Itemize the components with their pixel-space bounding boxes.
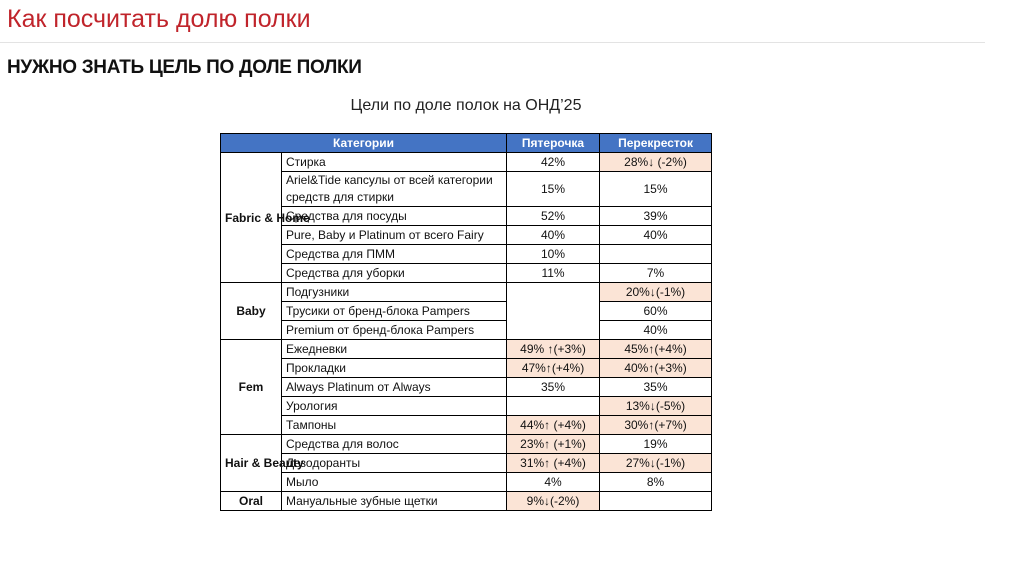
table-row bbox=[221, 416, 712, 435]
perekrestok-value: 60% bbox=[600, 302, 712, 321]
table-row bbox=[221, 378, 712, 397]
perekrestok-value: 40%↑(+3%) bbox=[600, 359, 712, 378]
table-row bbox=[221, 283, 712, 302]
group-fabric-home: Fabric & Home bbox=[221, 153, 282, 283]
perekrestok-value: 19% bbox=[600, 435, 712, 454]
perekrestok-value: 30%↑(+7%) bbox=[600, 416, 712, 435]
subcategory-cell: Always Platinum от Always bbox=[282, 378, 507, 397]
subcategory-cell: Тампоны bbox=[282, 416, 507, 435]
subcategory-cell: Premium от бренд-блока Pampers bbox=[282, 321, 507, 340]
perekrestok-value: 8% bbox=[600, 473, 712, 492]
perekrestok-value: 27%↓(-1%) bbox=[600, 454, 712, 473]
subcategory-cell: Прокладки bbox=[282, 359, 507, 378]
pyaterochka-value: 35% bbox=[507, 378, 600, 397]
table-row bbox=[221, 321, 712, 340]
subcategory-cell: Средства для уборки bbox=[282, 264, 507, 283]
pyaterochka-value: 23%↑ (+1%) bbox=[507, 435, 600, 454]
title-divider bbox=[0, 42, 985, 43]
group-baby: Baby bbox=[221, 283, 282, 340]
subcategory-cell: Средства для посуды bbox=[282, 207, 507, 226]
table-row bbox=[221, 264, 712, 283]
group-hair-beauty: Hair & Beauty bbox=[221, 435, 282, 492]
subcategory-cell: Ежедневки bbox=[282, 340, 507, 359]
perekrestok-value: 40% bbox=[600, 226, 712, 245]
subcategory-cell: Подгузники bbox=[282, 283, 507, 302]
pyaterochka-value: 49% ↑(+3%) bbox=[507, 340, 600, 359]
perekrestok-value: 13%↓(-5%) bbox=[600, 397, 712, 416]
pyaterochka-value: 44%↑ (+4%) bbox=[507, 416, 600, 435]
group-oral: Oral bbox=[221, 492, 282, 511]
table-row bbox=[221, 397, 712, 416]
pyaterochka-value: 47%↑(+4%) bbox=[507, 359, 600, 378]
pyaterochka-value: 15% bbox=[507, 172, 600, 207]
pyaterochka-value: 9%↓(-2%) bbox=[507, 492, 600, 511]
table-row bbox=[221, 492, 712, 511]
table-row bbox=[221, 172, 712, 207]
pyaterochka-value: 42% bbox=[507, 153, 600, 172]
pyaterochka-value: 52% bbox=[507, 207, 600, 226]
perekrestok-value bbox=[600, 245, 712, 264]
perekrestok-value: 45%↑(+4%) bbox=[600, 340, 712, 359]
pyaterochka-value: 40% bbox=[507, 226, 600, 245]
perekrestok-value: 15% bbox=[600, 172, 712, 207]
header-category: Категории bbox=[221, 134, 507, 153]
subcategory-cell: Урология bbox=[282, 397, 507, 416]
table-row bbox=[221, 340, 712, 359]
table-row bbox=[221, 226, 712, 245]
pyaterochka-value: 11% bbox=[507, 264, 600, 283]
page-title: Как посчитать долю полки bbox=[7, 5, 311, 33]
subcategory-cell: Стирка bbox=[282, 153, 507, 172]
table-row bbox=[221, 454, 712, 473]
perekrestok-value: 28%↓ (-2%) bbox=[600, 153, 712, 172]
subcategory-cell: Средства для волос bbox=[282, 435, 507, 454]
subcategory-cell: Pure, Baby и Platinum от всего Fairy bbox=[282, 226, 507, 245]
table-row bbox=[221, 435, 712, 454]
perekrestok-value: 7% bbox=[600, 264, 712, 283]
table-row bbox=[221, 302, 712, 321]
pyaterochka-value bbox=[507, 397, 600, 416]
table-row bbox=[221, 245, 712, 264]
subcategory-cell: Дезодоранты bbox=[282, 454, 507, 473]
perekrestok-value bbox=[600, 492, 712, 511]
pyaterochka-value: 4% bbox=[507, 473, 600, 492]
shelf-share-table bbox=[220, 133, 712, 511]
header-perekrestok: Перекресток bbox=[600, 134, 712, 153]
subcategory-cell: Мануальные зубные щетки bbox=[282, 492, 507, 511]
pyaterochka-value-empty bbox=[507, 283, 600, 340]
perekrestok-value: 39% bbox=[600, 207, 712, 226]
table-header-row bbox=[221, 134, 712, 153]
pyaterochka-value: 10% bbox=[507, 245, 600, 264]
subcategory-cell: Ariel&Tide капсулы от всей категории средств для стирки bbox=[282, 172, 507, 207]
table-row bbox=[221, 473, 712, 492]
subcategory-cell: Средства для ПММ bbox=[282, 245, 507, 264]
subcategory-cell: Трусики от бренд-блока Pampers bbox=[282, 302, 507, 321]
perekrestok-value: 40% bbox=[600, 321, 712, 340]
pyaterochka-value: 31%↑ (+4%) bbox=[507, 454, 600, 473]
table-title: Цели по доле полок на ОНД’25 bbox=[350, 97, 582, 114]
perekrestok-value: 20%↓(-1%) bbox=[600, 283, 712, 302]
perekrestok-value: 35% bbox=[600, 378, 712, 397]
table-row bbox=[221, 207, 712, 226]
table-row bbox=[221, 153, 712, 172]
table-row bbox=[221, 359, 712, 378]
header-pyaterochka: Пятерочка bbox=[507, 134, 600, 153]
group-fem: Fem bbox=[221, 340, 282, 435]
page-subtitle: НУЖНО ЗНАТЬ ЦЕЛЬ ПО ДОЛЕ ПОЛКИ bbox=[7, 57, 362, 78]
subcategory-cell: Мыло bbox=[282, 473, 507, 492]
